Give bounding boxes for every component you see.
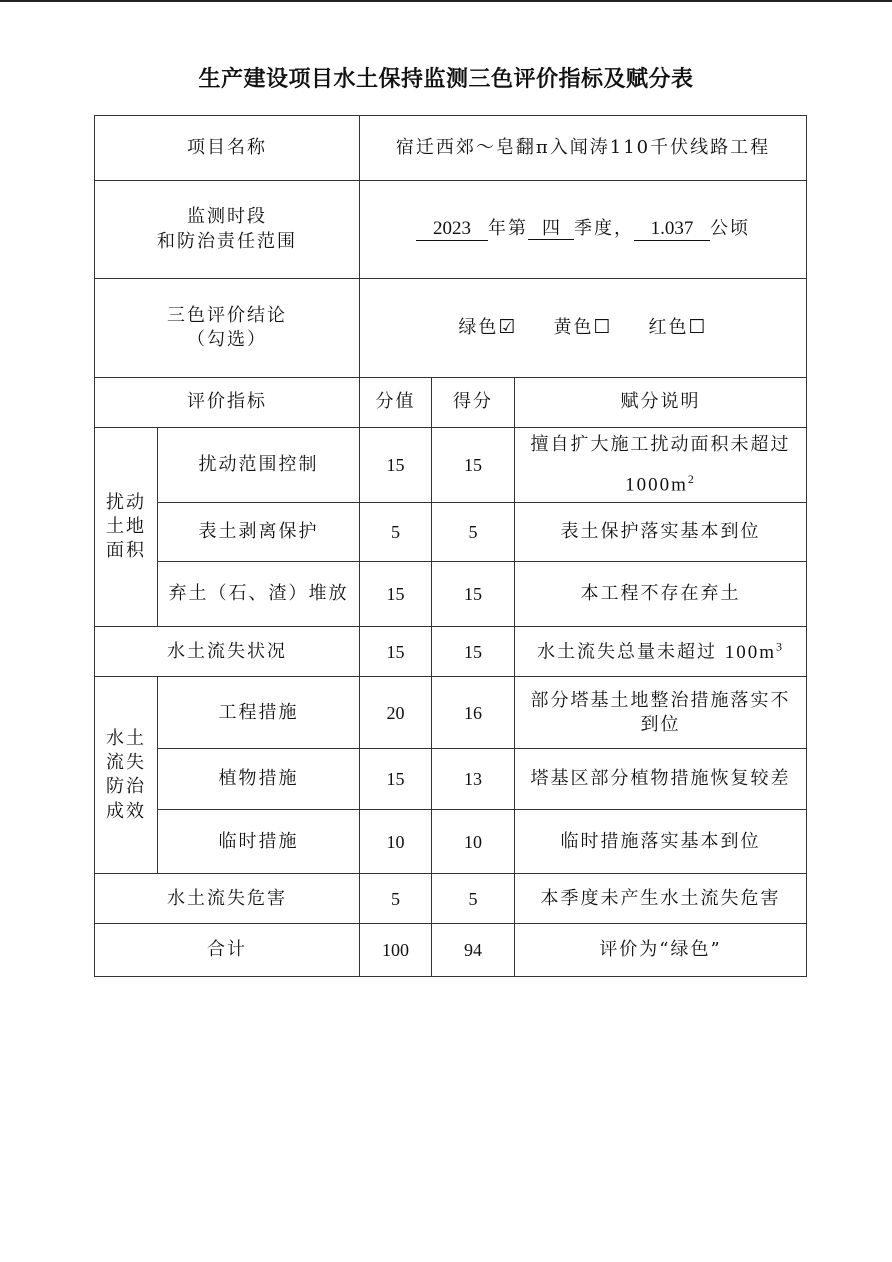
group-disturbance-label: 扰动 土地 面积 — [95, 428, 158, 627]
header-row — [95, 378, 807, 428]
table-row — [95, 810, 807, 874]
table-row — [95, 562, 807, 627]
indicator-name: 植物措施 — [158, 749, 360, 810]
conclusion-label-line1: 三色评价结论 — [167, 304, 287, 326]
indicator-score: 13 — [432, 749, 515, 810]
project-name: 宿迁西郊～皂翻π入闻涛110千伏线路工程 — [360, 116, 807, 181]
total-label: 合计 — [95, 924, 360, 977]
indicator-note: 本季度未产生水土流失危害 — [515, 874, 807, 924]
period-area: 1.037 — [634, 219, 710, 241]
period-quarter: 四 — [528, 219, 574, 240]
table-row — [95, 677, 807, 749]
indicator-value: 20 — [360, 677, 432, 749]
indicator-name: 表土剥离保护 — [158, 503, 360, 562]
indicator-value: 15 — [360, 749, 432, 810]
total-score: 94 — [432, 924, 515, 977]
total-note: 评价为“绿色” — [515, 924, 807, 977]
project-label: 项目名称 — [95, 116, 360, 181]
page-title: 生产建设项目水土保持监测三色评价指标及赋分表 — [198, 67, 694, 92]
evaluation-table — [94, 115, 807, 977]
group-prevention-label: 水土 流失 防治 成效 — [95, 677, 158, 874]
indicator-name: 临时措施 — [158, 810, 360, 874]
indicator-score: 15 — [432, 428, 515, 503]
indicator-name: 工程措施 — [158, 677, 360, 749]
indicator-note: 部分塔基土地整治措施落实不 到位 — [515, 677, 807, 749]
table-row — [95, 749, 807, 810]
period-area-unit: 公顷 — [710, 218, 751, 240]
indicator-score: 15 — [432, 627, 515, 677]
period-label — [95, 181, 360, 279]
indicator-note: 表土保护落实基本到位 — [515, 503, 807, 562]
period-row — [95, 181, 807, 279]
table-row — [95, 627, 807, 677]
conclusion-label — [95, 279, 360, 378]
yellow-checkbox[interactable]: ☐ — [593, 316, 613, 339]
total-row — [95, 924, 807, 977]
indicator-value: 10 — [360, 810, 432, 874]
top-border-line — [0, 0, 892, 2]
indicator-name: 水土流失状况 — [95, 627, 360, 677]
header-score-value: 分值 — [360, 378, 432, 428]
period-value — [360, 181, 807, 279]
period-year: 2023 — [416, 219, 488, 241]
yellow-option-label: 黄色 — [553, 317, 594, 339]
indicator-note: 临时措施落实基本到位 — [515, 810, 807, 874]
indicator-score: 5 — [432, 503, 515, 562]
table-row — [95, 428, 807, 503]
period-label-line2: 和防治责任范围 — [157, 230, 297, 252]
period-year-suffix: 年第 — [488, 218, 529, 240]
green-option-label: 绿色 — [458, 317, 499, 339]
indicator-value: 5 — [360, 874, 432, 924]
red-option-label: 红色 — [648, 317, 689, 339]
indicator-name: 水土流失危害 — [95, 874, 360, 924]
indicator-score: 10 — [432, 810, 515, 874]
indicator-value: 15 — [360, 562, 432, 627]
indicator-score: 15 — [432, 562, 515, 627]
header-score: 得分 — [432, 378, 515, 428]
header-indicator: 评价指标 — [95, 378, 360, 428]
period-label-line1: 监测时段 — [187, 206, 267, 228]
table-row — [95, 503, 807, 562]
indicator-score: 5 — [432, 874, 515, 924]
total-value: 100 — [360, 924, 432, 977]
indicator-name: 扰动范围控制 — [158, 428, 360, 503]
indicator-value: 15 — [360, 428, 432, 503]
indicator-name: 弃土（石、渣）堆放 — [158, 562, 360, 627]
indicator-value: 15 — [360, 627, 432, 677]
conclusion-options — [360, 279, 807, 378]
indicator-score: 16 — [432, 677, 515, 749]
indicator-value: 5 — [360, 503, 432, 562]
indicator-note: 擅自扩大施工扰动面积未超过 $1000m^2$ — [515, 428, 807, 503]
green-checkbox[interactable]: ☑ — [498, 316, 518, 339]
indicator-note: 塔基区部分植物措施恢复较差 — [515, 749, 807, 810]
period-quarter-suffix: 季度， — [574, 218, 635, 240]
header-explain: 赋分说明 — [515, 378, 807, 428]
indicator-note: 本工程不存在弃土 — [515, 562, 807, 627]
conclusion-row — [95, 279, 807, 378]
conclusion-label-line2: （勾选） — [187, 329, 267, 350]
table-row — [95, 874, 807, 924]
project-row — [95, 116, 807, 181]
indicator-note: 水土流失总量未超过 $100m^3$ — [515, 627, 807, 677]
red-checkbox[interactable]: ☐ — [688, 316, 708, 339]
